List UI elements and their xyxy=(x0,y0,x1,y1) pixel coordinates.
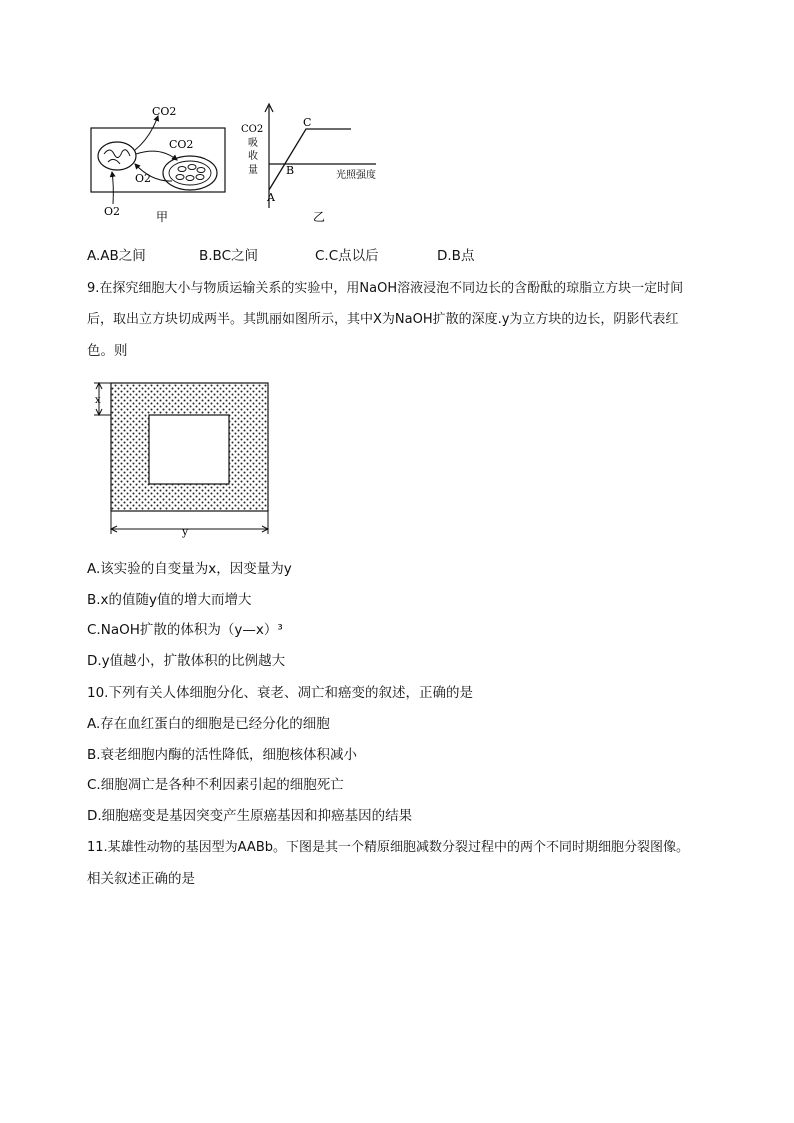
co2-out-arrow xyxy=(135,116,158,150)
o2-bottom-label: O2 xyxy=(104,205,121,218)
o2-inner-label: O2 xyxy=(135,172,152,185)
q9-option-d: D.y值越小，扩散体积的比例越大 xyxy=(87,653,286,669)
ylabel-line1: CO2 xyxy=(241,124,264,135)
q10-option-d: D.细胞癌变是基因突变产生原癌基因和抑癌基因的结果 xyxy=(87,808,413,824)
ylabel-line3: 收 xyxy=(248,151,258,162)
q8-option-b: B.BC之间 xyxy=(199,248,259,264)
point-a-label: A xyxy=(267,191,275,204)
ylabel-line4: 量 xyxy=(248,165,258,176)
q10-stem: 10.下列有关人体细胞分化、衰老、凋亡和癌变的叙述，正确的是 xyxy=(87,685,473,701)
co2-mid-label: CO2 xyxy=(169,138,194,151)
q11-stem-line2: 相关叙述正确的是 xyxy=(87,871,195,887)
q8-option-d: D.B点 xyxy=(437,248,475,264)
xlabel: 光照强度 xyxy=(336,170,376,181)
q9-option-b: B.x的值随y值的增大而增大 xyxy=(87,592,252,608)
thylakoid-stacks xyxy=(176,165,205,181)
q9-stem-line1: 9.在探究细胞大小与物质运输关系的实验中，用NaOH溶液浸泡不同边长的含酚酞的琼脂立方块一定时间 xyxy=(87,281,684,296)
figure-jia-caption: 甲 xyxy=(156,210,169,224)
figure-yi xyxy=(236,98,396,228)
point-c-label: C xyxy=(303,116,312,129)
point-b-label: B xyxy=(286,164,295,177)
q10-option-a: A.存在血红蛋白的细胞是已经分化的细胞 xyxy=(87,716,330,732)
q11-stem-line1: 11.某雄性动物的基因型为AABb。下图是其一个精原细胞减数分裂过程中的两个不同时期细胞分裂图像。 xyxy=(87,840,689,855)
co2-top-label: CO2 xyxy=(152,105,177,118)
q8-option-c: C.C点以后 xyxy=(315,248,379,264)
o2-in-arrow xyxy=(112,172,113,204)
figure-jia xyxy=(80,98,240,228)
unstained-center xyxy=(149,415,229,484)
y-label: y xyxy=(182,525,189,538)
mitochondrion xyxy=(98,142,136,170)
q10-option-b: B.衰老细胞内酶的活性降低，细胞核体积减小 xyxy=(87,747,358,763)
q8-option-a: A.AB之间 xyxy=(87,248,146,264)
figure-yi-caption: 乙 xyxy=(313,210,326,224)
ylabel-line2: 吸 xyxy=(248,138,258,149)
q9-stem-line3: 色。则 xyxy=(87,343,128,359)
co2-to-chloroplast-arrow xyxy=(136,151,177,160)
mitochondrion-cristae xyxy=(104,150,130,164)
figure-agar-cube xyxy=(90,378,280,543)
q9-option-c: C.NaOH扩散的体积为（y—x）³ xyxy=(87,622,283,638)
x-label: x xyxy=(95,395,101,406)
q9-stem-line2: 后，取出立方块切成两半。其凯丽如图所示，其中X为NaOH扩散的深度.y为立方块的边长，阴影代表红 xyxy=(87,312,679,327)
q10-option-c: C.细胞凋亡是各种不利因素引起的细胞死亡 xyxy=(87,777,344,793)
q9-option-a: A.该实验的自变量为x，因变量为y xyxy=(87,561,292,577)
